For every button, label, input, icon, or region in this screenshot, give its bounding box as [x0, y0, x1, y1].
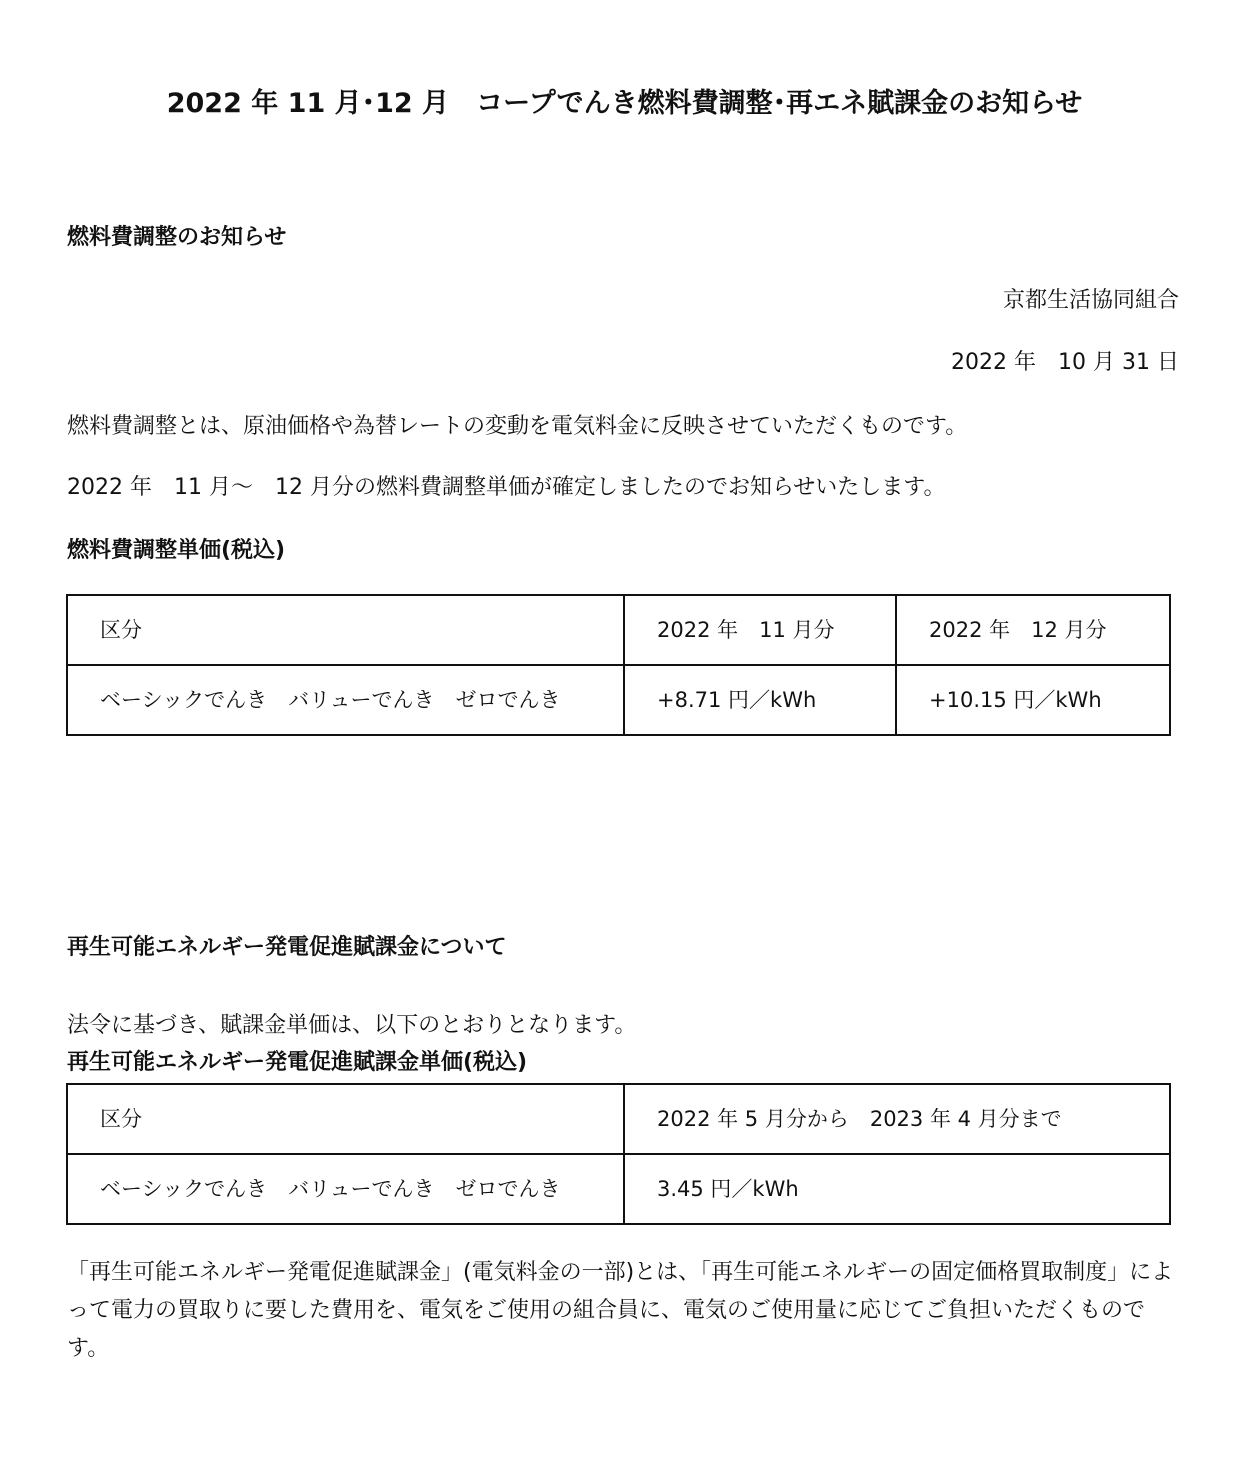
fuel-table-title: 燃料費調整単価(税込)	[67, 538, 286, 563]
document-title: 2022 年 11 月･12 月 コープでんき燃料費調整･再エネ賦課金のお知らせ	[166, 88, 1083, 119]
renewable-section-heading: 再生可能エネルギー発電促進賦課金について	[67, 935, 507, 960]
table-row	[67, 1154, 1170, 1224]
table-row	[67, 665, 1170, 735]
issue-date: 2022 年 10 月 31 日	[951, 350, 1179, 375]
renewable-description: 法令に基づき、賦課金単価は、以下のとおりとなります。	[67, 1013, 637, 1038]
fuel-section-heading: 燃料費調整のお知らせ	[67, 225, 287, 250]
table-header-row	[67, 1084, 1170, 1154]
table-header-row	[67, 595, 1170, 665]
fuel-description: 燃料費調整とは、原油価格や為替レートの変動を電気料金に反映させていただくものです。	[67, 414, 968, 439]
table-header-cell: 2022 年 11 月分	[624, 595, 896, 665]
table-header-cell: 区分	[67, 595, 624, 665]
table-cell: ベーシックでんき バリューでんき ゼロでんき	[67, 665, 624, 735]
table-header-cell: 2022 年 5 月分から 2023 年 4 月分まで	[624, 1084, 1170, 1154]
table-header-cell: 区分	[67, 1084, 624, 1154]
renewable-surcharge-table	[66, 1083, 1171, 1225]
table-cell: ベーシックでんき バリューでんき ゼロでんき	[67, 1154, 624, 1224]
renewable-table-title: 再生可能エネルギー発電促進賦課金単価(税込)	[67, 1050, 528, 1075]
renewable-note: 「再生可能エネルギー発電促進賦課金」(電気料金の一部)とは、「再生可能エネルギーの固定価格買取制度」によって電力の買取りに要した費用を、電気をご使用の組合員に、電気のご使用量に応じてご負担いただくものです。	[67, 1260, 1174, 1361]
organization-name: 京都生活協同組合	[1002, 288, 1179, 313]
table-cell: +10.15 円／kWh	[896, 665, 1170, 735]
fuel-announcement: 2022 年 11 月～ 12 月分の燃料費調整単価が確定しましたのでお知らせいたします。	[67, 475, 946, 500]
table-cell: +8.71 円／kWh	[624, 665, 896, 735]
fuel-adjustment-table	[66, 594, 1171, 736]
table-header-cell: 2022 年 12 月分	[896, 595, 1170, 665]
table-cell: 3.45 円／kWh	[624, 1154, 1170, 1224]
